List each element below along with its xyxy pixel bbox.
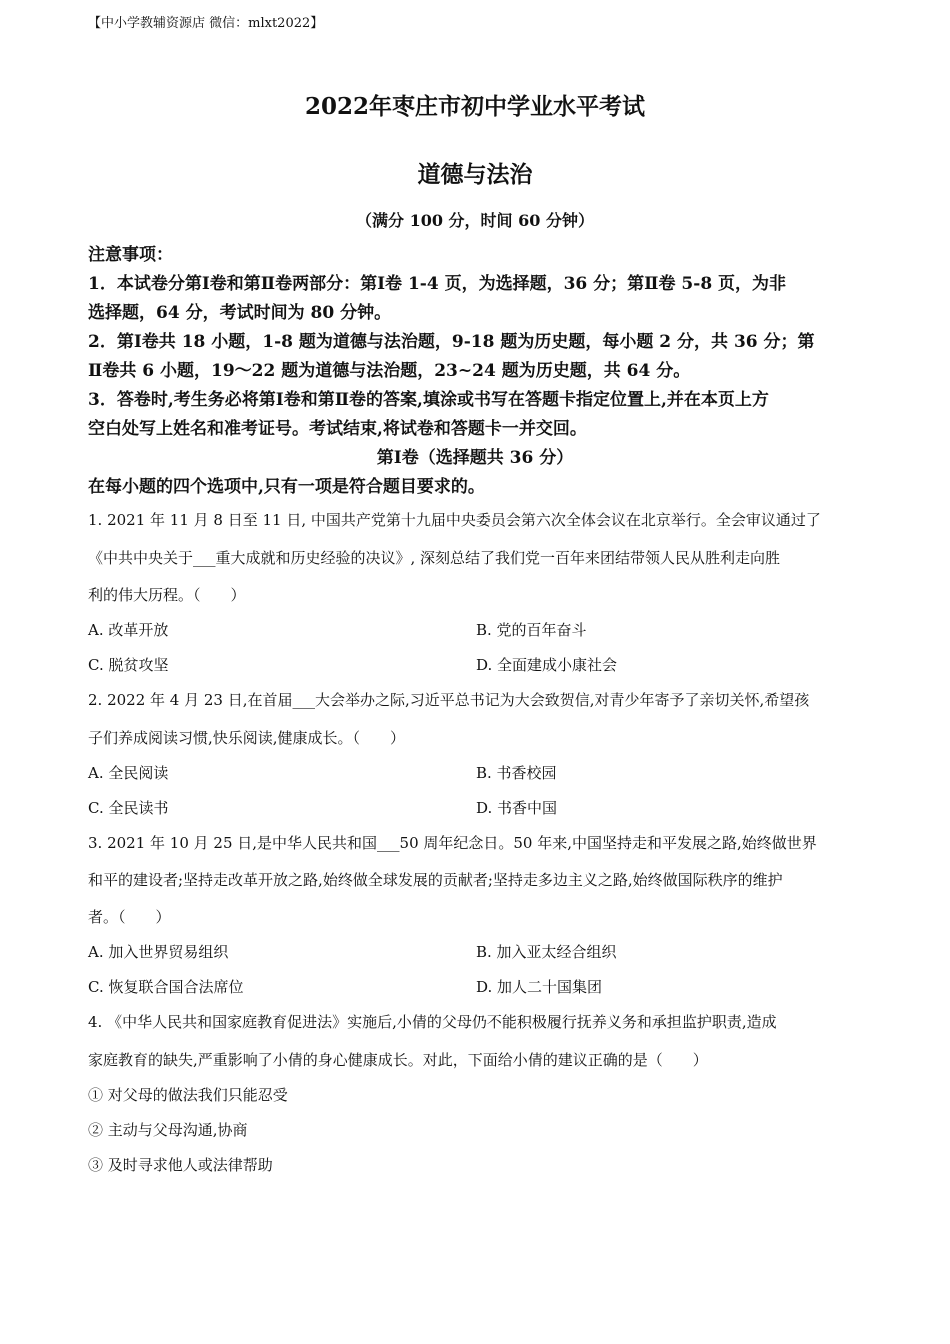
- question-3-line: 3. 2021 年 10 月 25 日,是中华人民共和国___50 周年纪念日。50 年来,中国坚持走和平发展之路,始终做世界: [88, 834, 817, 852]
- notice-heading: 注意事项：: [88, 245, 173, 265]
- q2-option-c: C. 全民读书: [88, 799, 169, 817]
- section-instruction: 在每小题的四个选项中,只有一项是符合题目要求的。: [88, 477, 485, 497]
- q4-item: ③ 及时寻求他人或法律帮助: [88, 1156, 273, 1174]
- subject-title: 道德与法治: [417, 161, 533, 188]
- q3-option-c: C. 恢复联合国合法席位: [88, 978, 244, 996]
- q2-option-b: B. 书香校园: [476, 764, 557, 782]
- q1-option-d: D. 全面建成小康社会: [476, 656, 618, 674]
- question-1-line: 1. 2021 年 11 月 8 日至 11 日, 中国共产党第十九届中央委员会第六次全体会议在北京举行。全会审议通过了: [88, 511, 821, 529]
- q1-option-a: A. 改革开放: [88, 621, 169, 639]
- q3-option-b: B. 加入亚太经合组织: [476, 943, 617, 961]
- question-3-line: 和平的建设者;坚持走改革开放之路,始终做全球发展的贡献者;坚持走多边主义之路,始终做国际秩序的维护: [88, 871, 783, 889]
- notice-line: 2．第Ⅰ卷共 18 小题，1-8 题为道德与法治题，9-18 题为历史题，每小题 2 分，共 36 分；第: [88, 332, 815, 352]
- question-1-line: 利的伟大历程。（ ）: [88, 586, 246, 604]
- notice-line: 3．答卷时,考生务必将第Ⅰ卷和第Ⅱ卷的答案,填涂或书写在答题卡指定位置上,并在本页上方: [88, 390, 769, 410]
- exam-title: 2022年枣庄市初中学业水平考试: [304, 93, 645, 120]
- question-2-line: 子们养成阅读习惯,快乐阅读,健康成长。（ ）: [88, 729, 406, 747]
- question-4-line: 4. 《中华人民共和国家庭教育促进法》实施后,小倩的父母仍不能积极履行抚养义务和承担监护职责,造成: [88, 1013, 777, 1031]
- q2-option-d: D. 书香中国: [476, 799, 558, 817]
- q3-option-d: D. 加人二十国集团: [476, 978, 603, 996]
- question-2-line: 2. 2022 年 4 月 23 日,在首届___大会举办之际,习近平总书记为大会致贺信,对青少年寄予了亲切关怀,希望孩: [88, 691, 810, 709]
- question-3-line: 者。（ ）: [88, 908, 171, 926]
- q2-option-a: A. 全民阅读: [88, 764, 169, 782]
- q4-item: ② 主动与父母沟通,协商: [88, 1121, 248, 1139]
- q3-option-a: A. 加入世界贸易组织: [88, 943, 229, 961]
- score-time: （满分 100 分，时间 60 分钟）: [356, 211, 594, 230]
- header-note: 【中小学教辅资源店 微信：mlxt2022】: [88, 16, 324, 31]
- notice-line: Ⅱ卷共 6 小题，19～22 题为道德与法治题，23~24 题为历史题，共 64 分。: [88, 361, 691, 381]
- notice-line: 选择题，64 分，考试时间为 80 分钟。: [88, 303, 392, 323]
- q4-item: ① 对父母的做法我们只能忍受: [88, 1086, 288, 1104]
- question-1-line: 《中共中央关于___重大成就和历史经验的决议》, 深刻总结了我们党一百年来团结带领人民从胜利走向胜: [88, 549, 781, 567]
- q1-option-b: B. 党的百年奋斗: [476, 621, 587, 639]
- notice-line: 1．本试卷分第Ⅰ卷和第Ⅱ卷两部分：第Ⅰ卷 1-4 页，为选择题，36 分；第Ⅱ卷 5-8 页，为非: [88, 274, 787, 294]
- section-title: 第Ⅰ卷（选择题共 36 分）: [376, 448, 574, 468]
- q1-option-c: C. 脱贫攻坚: [88, 656, 169, 674]
- notice-line: 空白处写上姓名和准考证号。考试结束,将试卷和答题卡一并交回。: [88, 419, 587, 439]
- question-4-line: 家庭教育的缺失,严重影响了小倩的身心健康成长。对此，下面给小倩的建议正确的是（ ）: [88, 1051, 708, 1069]
